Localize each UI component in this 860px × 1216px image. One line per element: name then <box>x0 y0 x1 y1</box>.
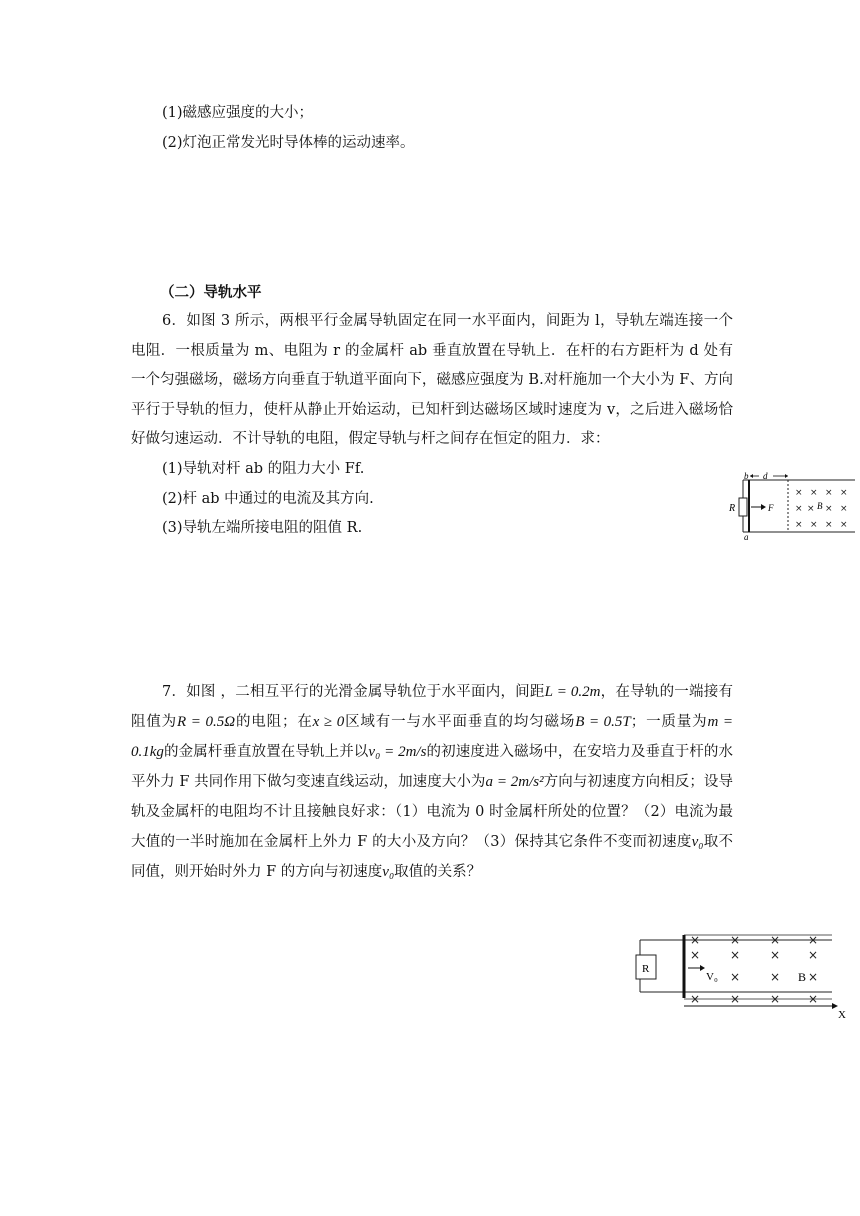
q5-sub2: (2)灯泡正常发光时导体棒的运动速率。 <box>162 135 415 151</box>
label-B: B <box>817 501 823 511</box>
q7-text: 的初速度进入磁场中，在安培力及垂直于杆的水平外力 F 共同作用下做匀变速直线运动，加速度大小为 <box>131 744 733 790</box>
field-cross: × <box>825 504 833 514</box>
q6-body <box>131 307 733 455</box>
field-cross: × <box>770 992 781 1006</box>
label-X: X <box>838 1009 846 1021</box>
label-a: a <box>744 532 749 542</box>
field-cross: × <box>690 933 701 947</box>
q6-sub1: (1)导轨对杆 ab 的阻力大小 Ff. <box>162 461 365 477</box>
field-cross: × <box>810 520 818 530</box>
q6-figure <box>725 470 857 542</box>
field-cross: × <box>795 504 803 514</box>
q7-text: ，在导轨的一端接有阻值为 <box>131 684 734 730</box>
field-cross: × <box>795 520 803 530</box>
q7-text: 取值的关系？ <box>394 864 482 880</box>
field-cross: × <box>808 970 819 984</box>
q7-formula-v0: v₀ = 2m/s <box>368 744 427 760</box>
field-cross: × <box>807 504 815 514</box>
q6-sub3: (3)导轨左端所接电阻的阻值 R. <box>162 520 363 536</box>
q5-sub1: (1)磁感应强度的大小； <box>162 105 314 121</box>
field-cross: × <box>770 933 781 947</box>
section-title: （二）导轨水平 <box>160 284 262 301</box>
q7-formula-x: x ≥ 0 <box>312 714 345 730</box>
field-cross: × <box>770 948 781 962</box>
q7-formula-B: B = 0.5T <box>575 714 631 730</box>
field-cross: × <box>825 488 833 498</box>
label-B: B <box>798 970 807 984</box>
field-cross: × <box>808 933 819 947</box>
field-cross: × <box>770 970 781 984</box>
field-cross: × <box>840 520 848 530</box>
field-cross: × <box>825 520 833 530</box>
q6-number: 6． <box>162 313 187 329</box>
q7-text: 区域有一与水平面垂直的均匀磁场 <box>344 714 576 730</box>
label-d: d <box>763 471 768 481</box>
field-cross: × <box>808 992 819 1006</box>
q7-number: 7． <box>162 684 187 700</box>
field-cross: × <box>730 933 741 947</box>
field-cross: × <box>795 488 803 498</box>
label-v0: V₀ <box>706 971 718 983</box>
field-cross: × <box>840 504 848 514</box>
q7-text: 取不同值，则开始时外力 F 的方向与初速度 <box>131 834 733 880</box>
field-cross: × <box>730 948 741 962</box>
q7-formula-L: L = 0.2m <box>544 684 601 700</box>
q6-sub2: (2)杆 ab 中通过的电流及其方向. <box>162 491 374 507</box>
field-cross: × <box>690 948 701 962</box>
q7-text: 的金属杆垂直放置在导轨上并以 <box>163 744 369 760</box>
q7-text: 如图 ，二相互平行的光滑金属导轨位于水平面内，间距 <box>186 684 545 700</box>
field-cross: × <box>810 488 818 498</box>
field-cross: × <box>730 970 741 984</box>
label-F: F <box>768 503 774 513</box>
resistor <box>739 498 747 516</box>
field-cross: × <box>840 488 848 498</box>
q7-formula-m: m = 0.1kg <box>131 714 734 760</box>
q7-text: 的电阻；在 <box>235 714 313 730</box>
q7-formula-R: R = 0.5Ω <box>177 714 236 730</box>
label-R: R <box>642 963 650 975</box>
label-R: R <box>729 503 736 514</box>
q6-text: 如图 3 所示，两根平行金属导轨固定在同一水平面内，间距为 l，导轨左端连接一个电阻．一根质量为 m、电阻为 r 的金属杆 ab 垂直放置在导轨上．在杆的右方距杆为 d 处有一个匀强磁场，磁场方向垂直于轨道平面向下，磁感应强度为 B.对杆施加一个大小为 F、方向平行于导轨的恒力，使杆从静止开始运动，已知杆到达磁场区域时速度为 v，之后进入磁场恰好做匀速运动．不计导轨的电阻，假定导轨与杆之间存在恒定的阻力．求： <box>131 313 734 447</box>
q7-formula-v0: v₀ <box>382 864 395 880</box>
q7-text: ；一质量为 <box>630 714 708 730</box>
field-cross: × <box>690 992 701 1006</box>
q7-figure <box>632 932 854 1022</box>
q7-formula-v0: v₀ <box>691 834 704 850</box>
q7-formula-a: a = 2m/s² <box>485 774 544 790</box>
q7-text: 方向与初速度方向相反；设导轨及金属杆的电阻均不计且接触良好求：（1）电流为 0 时金属杆所处的位置？（2）电流为最大值的一半时施加在金属杆上外力 F 的大小及方向？（3）保持其它条件不变而初速度 <box>131 774 734 850</box>
label-b: b <box>744 471 749 481</box>
field-cross: × <box>808 948 819 962</box>
field-cross: × <box>730 992 741 1006</box>
q7-body <box>131 677 733 887</box>
